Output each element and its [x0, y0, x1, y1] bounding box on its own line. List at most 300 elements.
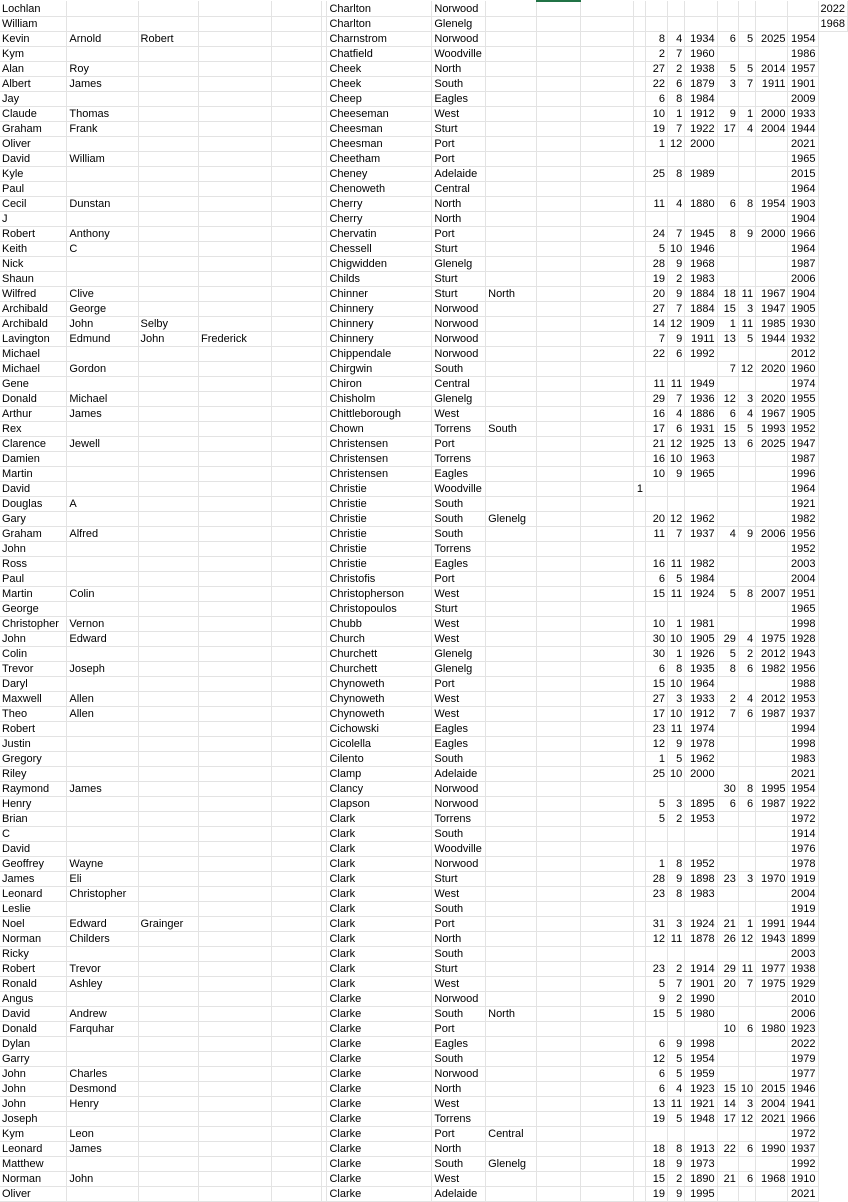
- table-cell[interactable]: Gene: [0, 377, 67, 392]
- table-cell[interactable]: Thomas: [67, 107, 138, 122]
- table-cell[interactable]: Charlton: [327, 1, 432, 17]
- table-cell[interactable]: [536, 617, 580, 632]
- table-cell[interactable]: [138, 692, 198, 707]
- table-cell[interactable]: South: [432, 827, 486, 842]
- table-cell[interactable]: 1944: [788, 917, 818, 932]
- table-cell[interactable]: [271, 962, 322, 977]
- table-cell[interactable]: 22: [645, 77, 667, 92]
- table-cell[interactable]: James: [0, 872, 67, 887]
- table-cell[interactable]: [271, 497, 322, 512]
- table-cell[interactable]: 1983: [685, 272, 717, 287]
- table-cell[interactable]: South: [432, 497, 486, 512]
- table-cell[interactable]: 10: [717, 1022, 738, 1037]
- table-cell[interactable]: [138, 107, 198, 122]
- table-cell[interactable]: [738, 92, 755, 107]
- table-cell[interactable]: [198, 722, 271, 737]
- table-cell[interactable]: 1914: [685, 962, 717, 977]
- table-cell[interactable]: [486, 857, 536, 872]
- table-cell[interactable]: [536, 392, 580, 407]
- table-cell[interactable]: [271, 377, 322, 392]
- table-cell[interactable]: [738, 242, 755, 257]
- table-cell[interactable]: [536, 962, 580, 977]
- table-cell[interactable]: [486, 932, 536, 947]
- table-cell[interactable]: [536, 602, 580, 617]
- table-cell[interactable]: [198, 152, 271, 167]
- table-cell[interactable]: 5: [645, 977, 667, 992]
- table-cell[interactable]: [756, 767, 788, 782]
- table-cell[interactable]: 1938: [685, 62, 717, 77]
- table-cell[interactable]: 4: [667, 32, 684, 47]
- table-cell[interactable]: 6: [667, 422, 684, 437]
- table-cell[interactable]: [138, 1112, 198, 1127]
- table-cell[interactable]: [536, 1112, 580, 1127]
- table-cell[interactable]: John: [0, 1082, 67, 1097]
- table-cell[interactable]: [756, 947, 788, 962]
- table-cell[interactable]: 6: [738, 797, 755, 812]
- table-cell[interactable]: 6: [667, 77, 684, 92]
- table-cell[interactable]: [138, 302, 198, 317]
- table-cell[interactable]: [580, 437, 633, 452]
- table-cell[interactable]: George: [0, 602, 67, 617]
- table-cell[interactable]: Chinnery: [327, 332, 432, 347]
- table-cell[interactable]: Norwood: [432, 782, 486, 797]
- table-cell[interactable]: [634, 602, 646, 617]
- table-cell[interactable]: 13: [717, 437, 738, 452]
- table-cell[interactable]: [67, 257, 138, 272]
- table-cell[interactable]: [634, 962, 646, 977]
- table-cell[interactable]: [486, 437, 536, 452]
- table-cell[interactable]: [198, 1097, 271, 1112]
- table-cell[interactable]: [271, 767, 322, 782]
- table-cell[interactable]: Robert: [0, 962, 67, 977]
- table-cell[interactable]: [271, 1187, 322, 1202]
- table-cell[interactable]: 2003: [788, 947, 818, 962]
- table-cell[interactable]: Clarke: [327, 1157, 432, 1172]
- table-cell[interactable]: North: [432, 212, 486, 227]
- table-cell[interactable]: [138, 707, 198, 722]
- table-cell[interactable]: [580, 1097, 633, 1112]
- table-cell[interactable]: Norwood: [432, 857, 486, 872]
- table-cell[interactable]: 1945: [685, 227, 717, 242]
- table-cell[interactable]: [138, 572, 198, 587]
- table-cell[interactable]: 11: [667, 1097, 684, 1112]
- table-cell[interactable]: [738, 452, 755, 467]
- table-cell[interactable]: [634, 587, 646, 602]
- table-cell[interactable]: 10: [667, 242, 684, 257]
- table-cell[interactable]: North: [486, 1007, 536, 1022]
- table-cell[interactable]: 10: [738, 1082, 755, 1097]
- table-cell[interactable]: Oliver: [0, 1187, 67, 1202]
- table-cell[interactable]: 1998: [788, 737, 818, 752]
- table-cell[interactable]: [271, 737, 322, 752]
- table-cell[interactable]: [198, 377, 271, 392]
- table-cell[interactable]: [138, 182, 198, 197]
- table-cell[interactable]: [738, 887, 755, 902]
- table-cell[interactable]: [536, 932, 580, 947]
- table-cell[interactable]: [536, 317, 580, 332]
- table-cell[interactable]: [486, 1112, 536, 1127]
- table-cell[interactable]: 5: [645, 812, 667, 827]
- table-cell[interactable]: Gregory: [0, 752, 67, 767]
- table-cell[interactable]: 1983: [685, 887, 717, 902]
- table-cell[interactable]: [536, 827, 580, 842]
- table-cell[interactable]: [271, 122, 322, 137]
- table-cell[interactable]: [717, 722, 738, 737]
- table-cell[interactable]: 2020: [756, 362, 788, 377]
- table-cell[interactable]: [198, 707, 271, 722]
- table-cell[interactable]: [271, 527, 322, 542]
- table-cell[interactable]: 1982: [756, 662, 788, 677]
- table-cell[interactable]: [271, 242, 322, 257]
- table-cell[interactable]: [580, 917, 633, 932]
- table-cell[interactable]: Chirgwin: [327, 362, 432, 377]
- table-cell[interactable]: [486, 122, 536, 137]
- table-cell[interactable]: [738, 752, 755, 767]
- table-cell[interactable]: [536, 1082, 580, 1097]
- table-cell[interactable]: [634, 722, 646, 737]
- table-cell[interactable]: [756, 152, 788, 167]
- table-cell[interactable]: [738, 467, 755, 482]
- table-cell[interactable]: 1919: [788, 902, 818, 917]
- table-cell[interactable]: [717, 377, 738, 392]
- table-cell[interactable]: 1979: [788, 1052, 818, 1067]
- table-cell[interactable]: 2015: [756, 1082, 788, 1097]
- table-cell[interactable]: 12: [717, 392, 738, 407]
- table-cell[interactable]: [536, 17, 580, 32]
- table-cell[interactable]: [198, 512, 271, 527]
- table-cell[interactable]: [580, 452, 633, 467]
- table-cell[interactable]: [634, 122, 646, 137]
- table-cell[interactable]: [580, 272, 633, 287]
- table-cell[interactable]: 15: [717, 422, 738, 437]
- table-cell[interactable]: [198, 1052, 271, 1067]
- table-cell[interactable]: [580, 422, 633, 437]
- table-cell[interactable]: 7: [738, 77, 755, 92]
- table-cell[interactable]: [756, 557, 788, 572]
- table-cell[interactable]: [580, 62, 633, 77]
- table-cell[interactable]: Arnold: [67, 32, 138, 47]
- table-cell[interactable]: Torrens: [432, 1112, 486, 1127]
- table-cell[interactable]: Port: [432, 572, 486, 587]
- table-cell[interactable]: [138, 437, 198, 452]
- table-cell[interactable]: Henry: [67, 1097, 138, 1112]
- table-cell[interactable]: 15: [717, 302, 738, 317]
- table-cell[interactable]: [634, 857, 646, 872]
- table-cell[interactable]: [634, 512, 646, 527]
- table-cell[interactable]: [536, 992, 580, 1007]
- table-cell[interactable]: [67, 1052, 138, 1067]
- table-cell[interactable]: [536, 647, 580, 662]
- table-cell[interactable]: Clarke: [327, 1022, 432, 1037]
- table-cell[interactable]: 6: [645, 1067, 667, 1082]
- table-cell[interactable]: Clarke: [327, 1112, 432, 1127]
- table-cell[interactable]: Roy: [67, 62, 138, 77]
- table-cell[interactable]: 5: [717, 647, 738, 662]
- table-cell[interactable]: [198, 1172, 271, 1187]
- table-cell[interactable]: Chubb: [327, 617, 432, 632]
- table-cell[interactable]: 3: [738, 872, 755, 887]
- table-cell[interactable]: [580, 1007, 633, 1022]
- table-cell[interactable]: [634, 1157, 646, 1172]
- table-cell[interactable]: [536, 1037, 580, 1052]
- table-cell[interactable]: Colin: [67, 587, 138, 602]
- table-cell[interactable]: [536, 557, 580, 572]
- table-cell[interactable]: 1880: [685, 197, 717, 212]
- table-cell[interactable]: [667, 827, 684, 842]
- table-cell[interactable]: [198, 407, 271, 422]
- table-cell[interactable]: [67, 1112, 138, 1127]
- table-cell[interactable]: 11: [645, 377, 667, 392]
- table-cell[interactable]: [486, 1187, 536, 1202]
- table-cell[interactable]: [138, 1, 198, 17]
- table-cell[interactable]: [271, 1172, 322, 1187]
- table-cell[interactable]: [536, 152, 580, 167]
- table-cell[interactable]: Jewell: [67, 437, 138, 452]
- table-cell[interactable]: [634, 737, 646, 752]
- table-cell[interactable]: [756, 737, 788, 752]
- table-cell[interactable]: Chisholm: [327, 392, 432, 407]
- table-cell[interactable]: [198, 122, 271, 137]
- table-cell[interactable]: [198, 272, 271, 287]
- table-cell[interactable]: Cheek: [327, 77, 432, 92]
- table-cell[interactable]: [756, 17, 788, 32]
- table-cell[interactable]: 1980: [756, 1022, 788, 1037]
- table-cell[interactable]: John: [0, 542, 67, 557]
- table-cell[interactable]: [645, 1, 667, 17]
- table-cell[interactable]: 20: [717, 977, 738, 992]
- table-cell[interactable]: [198, 32, 271, 47]
- table-cell[interactable]: [756, 167, 788, 182]
- table-cell[interactable]: [138, 932, 198, 947]
- table-cell[interactable]: Farquhar: [67, 1022, 138, 1037]
- table-cell[interactable]: Torrens: [432, 812, 486, 827]
- table-cell[interactable]: [198, 137, 271, 152]
- table-cell[interactable]: Port: [432, 1127, 486, 1142]
- table-cell[interactable]: [580, 977, 633, 992]
- table-cell[interactable]: 1921: [788, 497, 818, 512]
- table-cell[interactable]: North: [432, 197, 486, 212]
- table-cell[interactable]: 1966: [788, 227, 818, 242]
- table-cell[interactable]: [667, 362, 684, 377]
- table-cell[interactable]: [271, 512, 322, 527]
- table-cell[interactable]: [536, 167, 580, 182]
- table-cell[interactable]: Clarke: [327, 1172, 432, 1187]
- table-cell[interactable]: [738, 617, 755, 632]
- table-cell[interactable]: Jay: [0, 92, 67, 107]
- table-cell[interactable]: [685, 17, 717, 32]
- table-cell[interactable]: Eagles: [432, 737, 486, 752]
- table-cell[interactable]: 2: [667, 962, 684, 977]
- table-cell[interactable]: [756, 812, 788, 827]
- table-cell[interactable]: [634, 692, 646, 707]
- table-cell[interactable]: 1: [738, 917, 755, 932]
- table-cell[interactable]: 19: [645, 272, 667, 287]
- table-cell[interactable]: Port: [432, 227, 486, 242]
- table-cell[interactable]: [536, 437, 580, 452]
- table-cell[interactable]: 1980: [685, 1007, 717, 1022]
- table-cell[interactable]: [738, 1157, 755, 1172]
- table-cell[interactable]: [271, 62, 322, 77]
- table-cell[interactable]: Central: [486, 1127, 536, 1142]
- table-cell[interactable]: Gordon: [67, 362, 138, 377]
- table-cell[interactable]: Glenelg: [486, 512, 536, 527]
- table-cell[interactable]: [756, 542, 788, 557]
- table-cell[interactable]: Sturt: [432, 122, 486, 137]
- table-cell[interactable]: 12: [667, 437, 684, 452]
- table-cell[interactable]: [685, 212, 717, 227]
- table-cell[interactable]: [738, 557, 755, 572]
- table-cell[interactable]: Christie: [327, 512, 432, 527]
- table-cell[interactable]: [138, 1157, 198, 1172]
- table-cell[interactable]: Chigwidden: [327, 257, 432, 272]
- table-cell[interactable]: [580, 287, 633, 302]
- table-cell[interactable]: West: [432, 1097, 486, 1112]
- table-cell[interactable]: [645, 947, 667, 962]
- table-cell[interactable]: [536, 332, 580, 347]
- table-cell[interactable]: [271, 317, 322, 332]
- table-cell[interactable]: Clarke: [327, 1097, 432, 1112]
- table-cell[interactable]: [738, 677, 755, 692]
- table-cell[interactable]: [738, 947, 755, 962]
- table-cell[interactable]: Central: [432, 377, 486, 392]
- table-cell[interactable]: Clark: [327, 887, 432, 902]
- table-cell[interactable]: 31: [645, 917, 667, 932]
- table-cell[interactable]: 8: [667, 92, 684, 107]
- table-cell[interactable]: Graham: [0, 122, 67, 137]
- table-cell[interactable]: Central: [432, 182, 486, 197]
- table-cell[interactable]: David: [0, 842, 67, 857]
- table-cell[interactable]: Chinnery: [327, 302, 432, 317]
- table-cell[interactable]: [198, 872, 271, 887]
- table-cell[interactable]: Chatfield: [327, 47, 432, 62]
- table-cell[interactable]: 2020: [756, 392, 788, 407]
- table-cell[interactable]: [486, 1052, 536, 1067]
- table-cell[interactable]: [580, 902, 633, 917]
- table-cell[interactable]: [756, 242, 788, 257]
- table-cell[interactable]: [645, 482, 667, 497]
- table-cell[interactable]: [138, 152, 198, 167]
- table-cell[interactable]: 17: [645, 422, 667, 437]
- table-cell[interactable]: [138, 1082, 198, 1097]
- table-cell[interactable]: [138, 122, 198, 137]
- table-cell[interactable]: 1923: [685, 1082, 717, 1097]
- table-cell[interactable]: [685, 602, 717, 617]
- table-cell[interactable]: Christie: [327, 482, 432, 497]
- table-cell[interactable]: [138, 527, 198, 542]
- table-cell[interactable]: 1936: [685, 392, 717, 407]
- table-cell[interactable]: [536, 407, 580, 422]
- table-cell[interactable]: [738, 212, 755, 227]
- table-cell[interactable]: 11: [667, 557, 684, 572]
- table-cell[interactable]: 1964: [788, 182, 818, 197]
- table-cell[interactable]: Charnstrom: [327, 32, 432, 47]
- table-cell[interactable]: [138, 1007, 198, 1022]
- table-cell[interactable]: Clark: [327, 917, 432, 932]
- table-cell[interactable]: 12: [667, 137, 684, 152]
- table-cell[interactable]: 2: [667, 812, 684, 827]
- table-cell[interactable]: [645, 782, 667, 797]
- table-cell[interactable]: Grainger: [138, 917, 198, 932]
- table-cell[interactable]: John: [67, 317, 138, 332]
- table-cell[interactable]: [486, 482, 536, 497]
- table-cell[interactable]: [138, 1127, 198, 1142]
- table-cell[interactable]: [756, 722, 788, 737]
- table-cell[interactable]: [756, 902, 788, 917]
- table-cell[interactable]: 8: [667, 857, 684, 872]
- table-cell[interactable]: 20: [645, 512, 667, 527]
- table-cell[interactable]: 19: [645, 1112, 667, 1127]
- table-cell[interactable]: [486, 947, 536, 962]
- table-cell[interactable]: [717, 857, 738, 872]
- table-cell[interactable]: 14: [645, 317, 667, 332]
- table-cell[interactable]: [271, 752, 322, 767]
- table-cell[interactable]: [536, 1, 580, 17]
- table-cell[interactable]: [271, 467, 322, 482]
- table-cell[interactable]: [667, 482, 684, 497]
- table-cell[interactable]: [580, 557, 633, 572]
- table-cell[interactable]: [271, 602, 322, 617]
- table-cell[interactable]: [634, 1007, 646, 1022]
- table-cell[interactable]: [738, 857, 755, 872]
- table-cell[interactable]: South: [486, 422, 536, 437]
- table-cell[interactable]: [580, 647, 633, 662]
- table-cell[interactable]: David: [0, 152, 67, 167]
- table-cell[interactable]: [486, 767, 536, 782]
- table-cell[interactable]: [717, 887, 738, 902]
- table-cell[interactable]: South: [432, 362, 486, 377]
- table-cell[interactable]: 1905: [788, 407, 818, 422]
- table-cell[interactable]: [198, 827, 271, 842]
- table-cell[interactable]: [536, 47, 580, 62]
- table-cell[interactable]: [580, 617, 633, 632]
- table-cell[interactable]: [580, 722, 633, 737]
- table-cell[interactable]: 6: [738, 1142, 755, 1157]
- table-cell[interactable]: 1: [667, 617, 684, 632]
- table-cell[interactable]: [198, 902, 271, 917]
- table-cell[interactable]: [667, 782, 684, 797]
- table-cell[interactable]: [536, 812, 580, 827]
- table-cell[interactable]: Norwood: [432, 302, 486, 317]
- table-cell[interactable]: 9: [667, 737, 684, 752]
- table-cell[interactable]: 2004: [788, 572, 818, 587]
- table-cell[interactable]: 1973: [685, 1157, 717, 1172]
- table-cell[interactable]: 1952: [788, 422, 818, 437]
- table-cell[interactable]: [138, 887, 198, 902]
- table-cell[interactable]: Cheetham: [327, 152, 432, 167]
- table-cell[interactable]: [717, 1067, 738, 1082]
- table-cell[interactable]: 6: [717, 407, 738, 422]
- table-cell[interactable]: Charlton: [327, 17, 432, 32]
- table-cell[interactable]: Glenelg: [486, 1157, 536, 1172]
- table-cell[interactable]: [717, 1127, 738, 1142]
- table-cell[interactable]: [717, 602, 738, 617]
- table-cell[interactable]: [271, 782, 322, 797]
- table-cell[interactable]: [634, 422, 646, 437]
- table-cell[interactable]: [67, 1157, 138, 1172]
- table-cell[interactable]: 1901: [685, 977, 717, 992]
- table-cell[interactable]: 1: [738, 107, 755, 122]
- table-cell[interactable]: 5: [738, 62, 755, 77]
- table-cell[interactable]: [738, 767, 755, 782]
- table-cell[interactable]: David: [0, 1007, 67, 1022]
- table-cell[interactable]: [536, 497, 580, 512]
- table-cell[interactable]: 23: [717, 872, 738, 887]
- table-cell[interactable]: [198, 797, 271, 812]
- table-cell[interactable]: Ashley: [67, 977, 138, 992]
- table-cell[interactable]: [645, 17, 667, 32]
- table-cell[interactable]: 1966: [788, 1112, 818, 1127]
- table-cell[interactable]: 17: [717, 1112, 738, 1127]
